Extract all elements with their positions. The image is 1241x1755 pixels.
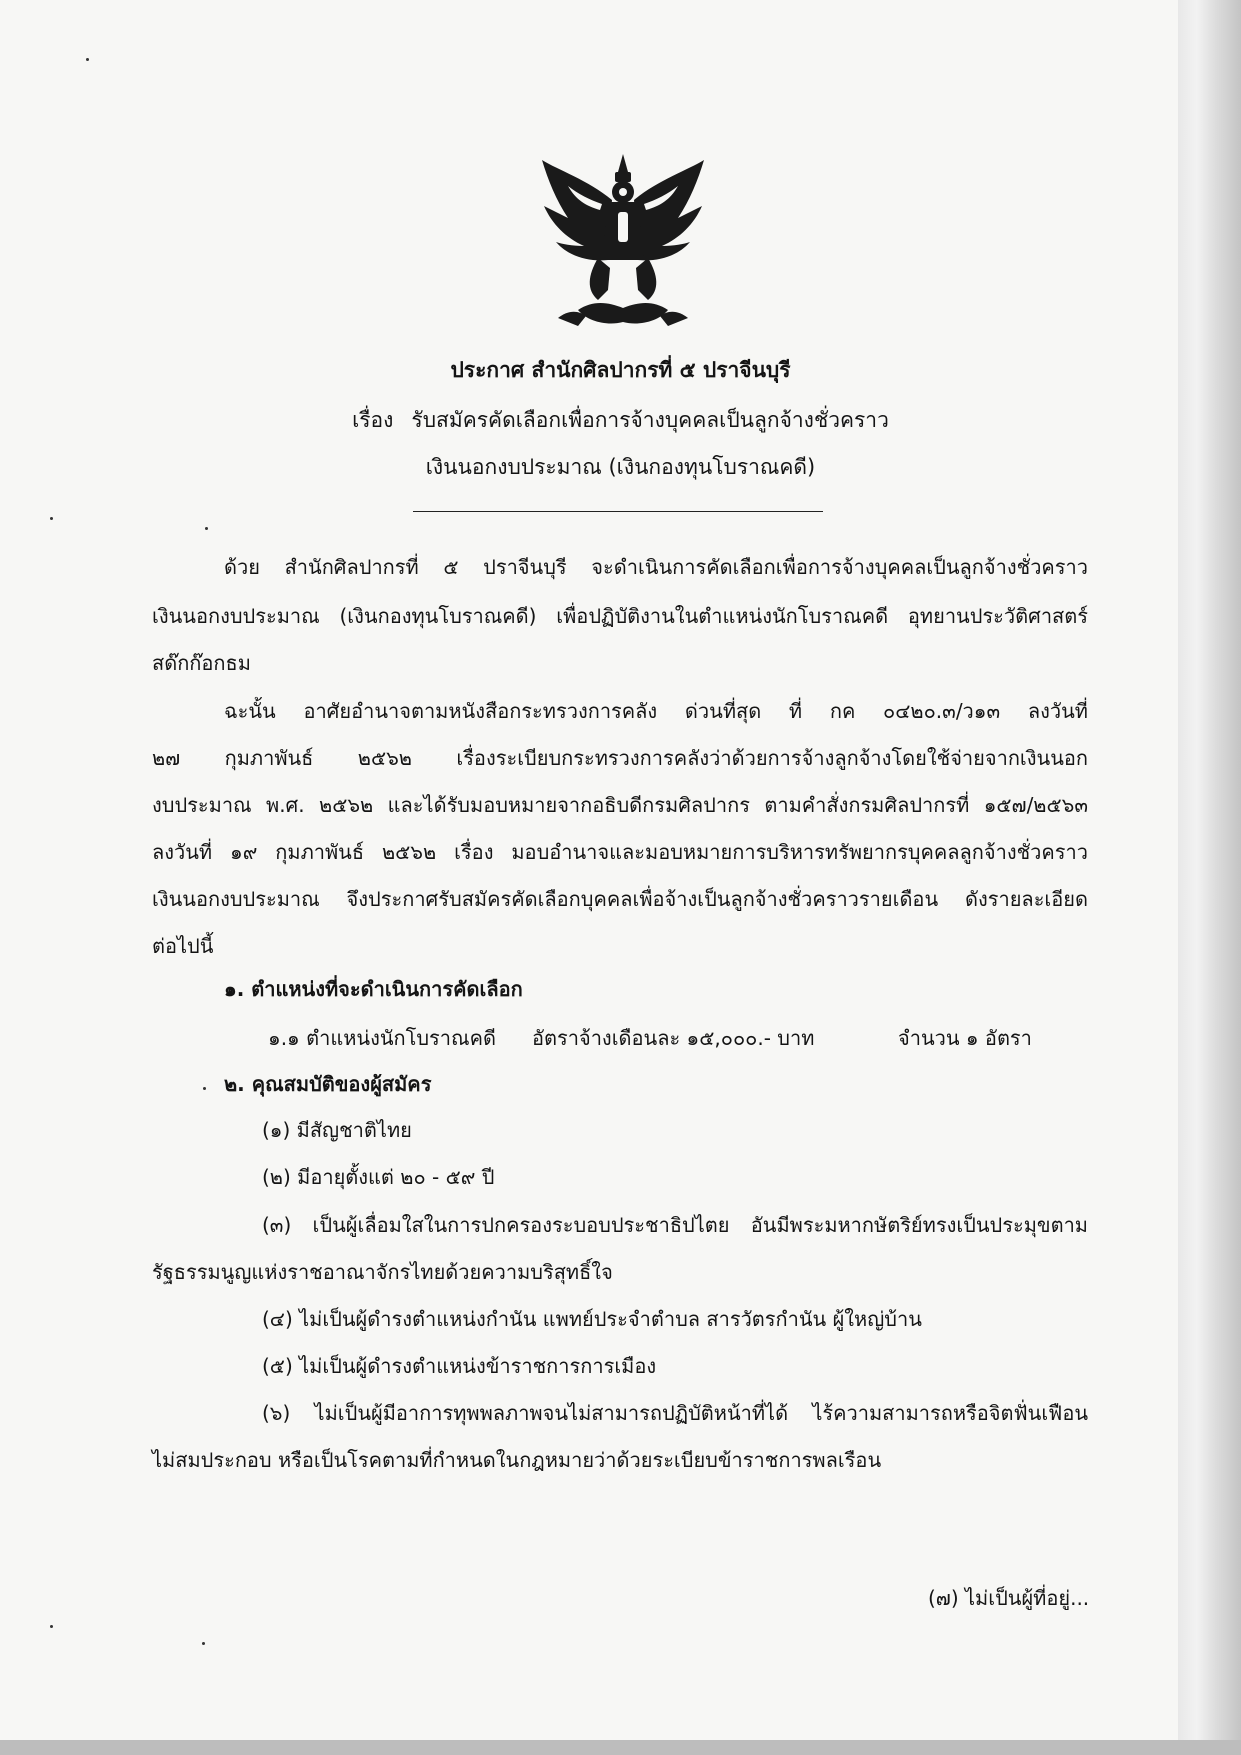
p1-line-3: สด๊กก๊อกธม (152, 651, 251, 675)
qualification-6-line-2: ไม่สมประกอบ หรือเป็นโรคตามที่กำหนดในกฎหมายว่าด้วยระเบียบข้าราชการพลเรือน (152, 1448, 882, 1472)
p2-line-6: ต่อไปนี้ (152, 934, 214, 958)
scan-speck (205, 527, 208, 530)
scan-speck (50, 1625, 53, 1628)
subject-label: เรื่อง (352, 408, 394, 432)
section1-rate: อัตราจ้างเดือนละ ๑๕,๐๐๐.- บาท (532, 1026, 815, 1050)
p2-line-4: ลงวันที่ ๑๙ กุมภาพันธ์ ๒๕๖๒ เรื่อง มอบอำนาจและมอบหมายการบริหารทรัพยากรบุคคลลูกจ้างชั่วคราว (152, 840, 1088, 864)
scan-speck (202, 1642, 205, 1645)
qualification-2: (๒) มีอายุตั้งแต่ ๒๐ - ๕๙ ปี (262, 1165, 495, 1189)
p2-line-5: เงินนอกงบประมาณ จึงประกาศรับสมัครคัดเลือกบุคคลเพื่อจ้างเป็นลูกจ้างชั่วคราวรายเดือน ดังรายละเอียด (152, 887, 1088, 911)
p2-line-2: ๒๗ กุมภาพันธ์ ๒๕๖๒ เรื่องระเบียบกระทรวงการคลังว่าด้วยการจ้างลูกจ้างโดยใช้จ่ายจากเงินนอก (152, 746, 1088, 770)
p1-line-1: ด้วย สำนักศิลปากรที่ ๕ ปราจีนบุรี จะดำเนินการคัดเลือกเพื่อการจ้างบุคคลเป็นลูกจ้างชั่วคราว (224, 555, 1088, 579)
qualification-3-line-2: รัฐธรรมนูญแห่งราชอาณาจักรไทยด้วยความบริสุทธิ์ใจ (152, 1260, 613, 1284)
continuation-note: (๗) ไม่เป็นผู้ที่อยู่... (928, 1586, 1090, 1610)
qualification-5: (๕) ไม่เป็นผู้ดำรงตำแหน่งข้าราชการการเมือง (262, 1354, 657, 1378)
qualification-6-line-1: (๖) ไม่เป็นผู้มีอาการทุพพลภาพจนไม่สามารถปฏิบัติหน้าที่ได้ ไร้ความสามารถหรือจิตฟั่นเฟือน (262, 1401, 1088, 1425)
header-divider (413, 511, 823, 512)
p2-line-3: งบประมาณ พ.ศ. ๒๕๖๒ และได้รับมอบหมายจากอธิบดีกรมศิลปากร ตามคำสั่งกรมศิลปากรที่ ๑๕๗/๒๕๖๓ (152, 793, 1088, 817)
scan-speck (86, 58, 89, 61)
announcement-title: ประกาศ สำนักศิลปากรที่ ๕ ปราจีนบุรี (450, 358, 791, 382)
qualification-4: (๔) ไม่เป็นผู้ดำรงตำแหน่งกำนัน แพทย์ประจำตำบล สารวัตรกำนัน ผู้ใหญ่บ้าน (262, 1307, 922, 1331)
qualification-3-line-1: (๓) เป็นผู้เลื่อมใสในการปกครองระบอบประชาธิปไตย อันมีพระมหากษัตริย์ทรงเป็นประมุขตาม (262, 1213, 1088, 1237)
section1-heading: ๑. ตำแหน่งที่จะดำเนินการคัดเลือก (224, 977, 523, 1001)
announcement-subject-line2: เงินนอกงบประมาณ (เงินกองทุนโบราณคดี) (425, 455, 816, 479)
garuda-emblem-icon (538, 150, 708, 335)
p2-line-1: ฉะนั้น อาศัยอำนาจตามหนังสือกระทรวงการคลัง ด่วนที่สุด ที่ กค ๐๔๒๐.๓/ว๑๓ ลงวันที่ (224, 699, 1088, 723)
qualification-1: (๑) มีสัญชาติไทย (262, 1118, 412, 1142)
announcement-subject (0, 404, 1241, 437)
scanner-edge (1178, 0, 1241, 1755)
scanner-bottom-edge (0, 1740, 1241, 1755)
section1-count: จำนวน ๑ อัตรา (898, 1026, 1032, 1050)
subject-text: รับสมัครคัดเลือกเพื่อการจ้างบุคคลเป็นลูกจ้างชั่วคราว (411, 408, 889, 432)
section2-heading: ๒. คุณสมบัติของผู้สมัคร (224, 1072, 432, 1096)
p1-line-2: เงินนอกงบประมาณ (เงินกองทุนโบราณคดี) เพื่อปฏิบัติงานในตำแหน่งนักโบราณคดี อุทยานประวัติศาสตร์ (152, 604, 1088, 628)
scan-speck (203, 1087, 206, 1090)
section1-position: ๑.๑ ตำแหน่งนักโบราณคดี (268, 1026, 496, 1050)
scan-speck (50, 517, 53, 520)
